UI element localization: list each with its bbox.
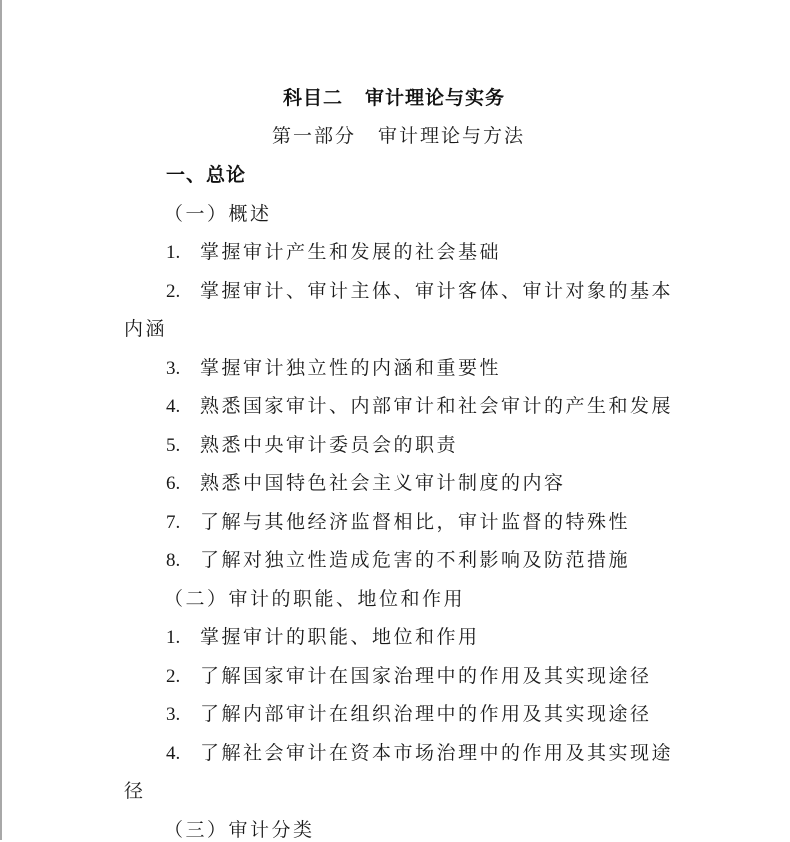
item-number: 3. [166,358,181,379]
list-item [166,625,480,650]
title-name: 审计理论与实务 [365,87,506,109]
list-item [166,548,630,573]
item-number: 6. [166,473,181,494]
document-title [283,86,505,110]
list-item [166,356,501,381]
subsection-heading-overview: （一）概述 [164,203,272,225]
item-text: 了解对独立性造成危害的不利影响及防范措施 [200,549,631,571]
list-item-continuation: 径 [124,780,146,802]
subtitle-part: 第一部分 [272,125,357,147]
section-heading-general: 一、总论 [166,164,247,186]
list-item [166,279,673,304]
item-number: 4. [166,743,181,764]
list-item [166,664,652,689]
item-text: 掌握审计独立性的内涵和重要性 [200,357,502,379]
item-text: 了解国家审计在国家治理中的作用及其实现途径 [200,665,652,687]
item-number: 1. [166,242,181,263]
item-text: 了解与其他经济监督相比，审计监督的特殊性 [200,511,631,533]
item-number: 2. [166,281,181,302]
subtitle-name: 审计理论与方法 [378,125,526,147]
item-number: 3. [166,704,181,725]
list-item-continuation: 内涵 [124,318,168,340]
list-item [166,471,566,496]
item-number: 7. [166,512,181,533]
subsection-heading-classification: （三）审计分类 [164,819,315,841]
item-number: 5. [166,435,181,456]
item-number: 1. [166,627,181,648]
list-item [166,240,501,265]
item-number: 4. [166,396,181,417]
item-text: 熟悉国家审计、内部审计和社会审计的产生和发展 [200,395,674,417]
item-number: 2. [166,666,181,687]
item-text: 掌握审计产生和发展的社会基础 [200,241,502,263]
title-subject: 科目二 [283,87,344,109]
document-subtitle [272,124,525,148]
item-text: 了解内部审计在组织治理中的作用及其实现途径 [200,703,652,725]
list-item [166,394,673,419]
subsection-heading-functions: （二）审计的职能、地位和作用 [164,588,466,610]
item-text: 掌握审计、审计主体、审计客体、审计对象的基本 [200,280,674,302]
item-text: 熟悉中央审计委员会的职责 [200,434,459,456]
item-number: 8. [166,550,181,571]
list-item [166,433,458,458]
list-item [166,741,673,766]
item-text: 熟悉中国特色社会主义审计制度的内容 [200,472,566,494]
list-item [166,510,630,535]
item-text: 了解社会审计在资本市场治理中的作用及其实现途 [200,742,674,764]
list-item [166,702,652,727]
item-text: 掌握审计的职能、地位和作用 [200,626,480,648]
